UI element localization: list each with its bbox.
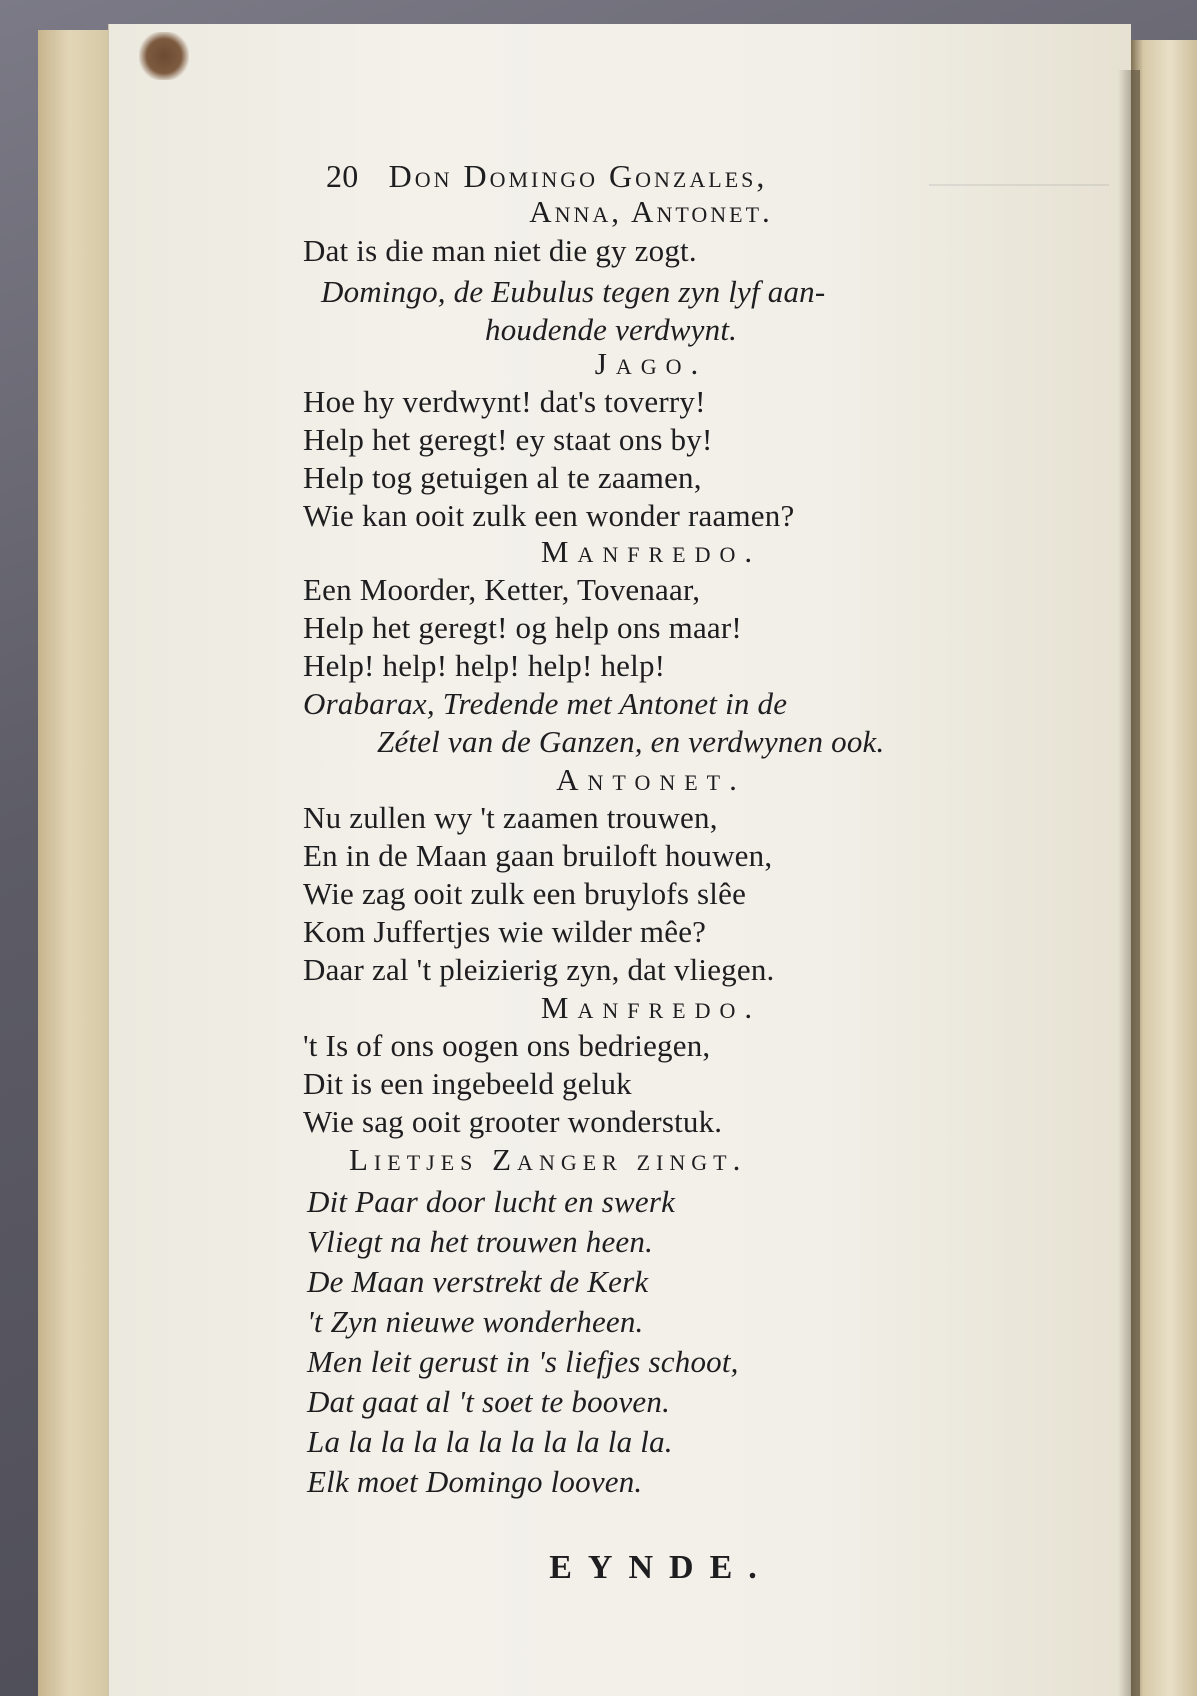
song-line: Vliegt na het trouwen heen. <box>307 1224 654 1259</box>
song-line: Elk moet Domingo looven. <box>307 1464 643 1499</box>
song-line: De Maan verstrekt de Kerk <box>307 1264 649 1299</box>
song-line: Men leit gerust in 's liefjes schoot, <box>307 1344 739 1379</box>
book-page <box>108 24 1131 1696</box>
speaker-heading: Anna, Antonet. <box>529 194 773 229</box>
verse-line: Dit is een ingebeeld geluk <box>303 1066 632 1101</box>
verse-line: Help! help! help! help! help! <box>303 648 666 683</box>
speaker-heading: Manfredo. <box>540 990 762 1025</box>
verse-line: Help het geregt! ey staat ons by! <box>303 422 713 457</box>
facing-page-edge <box>1130 40 1197 1696</box>
verse-line: Wie zag ooit zulk een bruylofs slêe <box>303 876 747 911</box>
verse-line: Wie sag ooit grooter wonderstuk. <box>303 1104 723 1139</box>
song-line: 't Zyn nieuwe wonderheen. <box>307 1304 644 1339</box>
verse-line: 't Is of ons oogen ons bedriegen, <box>303 1028 711 1063</box>
verse-line: En in de Maan gaan bruiloft houwen, <box>303 838 773 873</box>
verse-line: Wie kan ooit zulk een wonder raamen? <box>303 498 795 533</box>
verse-line: Help het geregt! og help ons maar! <box>303 610 742 645</box>
spine-shadow <box>1118 70 1140 1696</box>
stage-direction: Zétel van de Ganzen, en verdwynen ook. <box>377 724 885 759</box>
song-line: Dit Paar door lucht en swerk <box>307 1184 676 1219</box>
stage-direction: Orabarax, Tredende met Antonet in de <box>303 686 788 721</box>
stage-direction: Domingo, de Eubulus tegen zyn lyf aan- <box>321 274 826 309</box>
end-mark: EYNDE. <box>549 1549 773 1586</box>
page-text <box>109 24 1131 1696</box>
verse-line: Daar zal 't pleizierig zyn, dat vliegen. <box>303 952 775 987</box>
verse-line: Nu zullen wy 't zaamen trouwen, <box>303 800 718 835</box>
stage-direction: houdende verdwynt. <box>485 312 738 347</box>
verse-line: Help tog getuigen al te zaamen, <box>303 460 702 495</box>
verse-line: Een Moorder, Ketter, Tovenaar, <box>303 572 701 607</box>
song-line: Dat gaat al 't soet te booven. <box>307 1384 671 1419</box>
speaker-heading: Jago. <box>594 346 708 381</box>
verse-line: Dat is die man niet die gy zogt. <box>303 233 697 268</box>
speaker-heading: Lietjes Zanger zingt. <box>349 1142 747 1177</box>
page-number: 20 <box>326 158 359 194</box>
running-title: Don Domingo Gonzales, <box>388 158 768 194</box>
speaker-heading: Antonet. <box>556 762 746 797</box>
verse-line: Hoe hy verdwynt! dat's toverry! <box>303 384 706 419</box>
verse-line: Kom Juffertjes wie wilder mêe? <box>303 914 707 949</box>
speaker-heading: Manfredo. <box>540 534 762 569</box>
song-line: La la la la la la la la la la la. <box>307 1424 673 1459</box>
